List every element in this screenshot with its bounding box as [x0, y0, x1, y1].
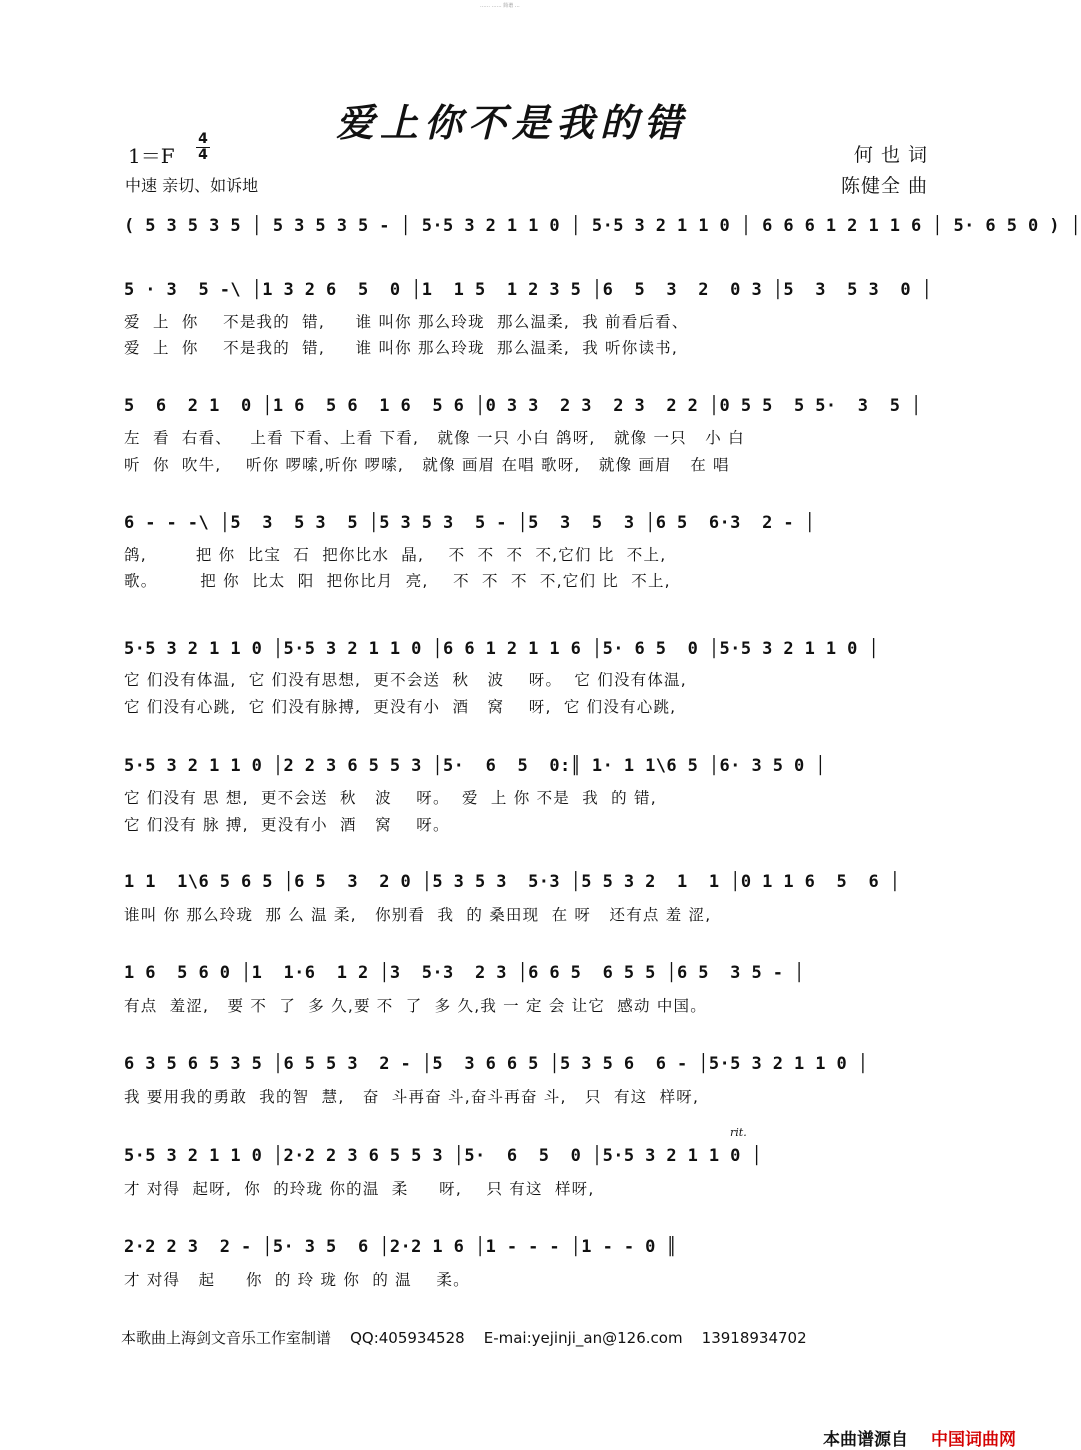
tempo-marking: 中速 亲切、如诉地	[125, 176, 259, 195]
header-mark: …… …… 简谱 …	[480, 3, 520, 9]
composer-credit: 陈健全 曲	[840, 175, 928, 197]
system-2-lyric-verse-1: 左 看 右看、 上看 下看、上看 下看, 就像 一只 小白 鸽呀, 就像 一只 小 白	[124, 429, 745, 447]
system-9-lyric: 才 对得 起呀, 你 的玲珑 你的温 柔 呀, 只 有这 样呀,	[124, 1180, 595, 1198]
source-label: 本曲谱源自	[823, 1430, 908, 1450]
footer-qq: QQ:405934528	[350, 1329, 465, 1347]
intro-notes: ( 5 3 5 3 5 │ 5 3 5 3 5 - │ 5·5 3 2 1 1 0 │ 5·5 3 2 1 1 0 │ 6 6 6 1 2 1 1 6 │ 5· 6 5 0 ) │	[124, 216, 1081, 236]
system-5-notes: 5·5 3 2 1 1 0 │2 2 3 6 5 5 3 │5· 6 5 0:║ 1· 1 1\6 5 │6· 3 5 0 │	[124, 756, 826, 776]
footer-phone: 13918934702	[701, 1329, 807, 1347]
system-3-notes: 6 - - -\ │5 3 5 3 5 │5 3 5 3 5 - │5 3 5 3 │6 5 6·3 2 - │	[124, 513, 816, 533]
system-1-lyric-verse-1: 爱 上 你 不是我的 错, 谁 叫你 那么玲珑 那么温柔, 我 前看后看、	[124, 313, 689, 331]
system-10-notes: 2·2 2 3 2 - │5· 3 5 6 │2·2 1 6 │1 - - - │1 - - 0 ║	[124, 1237, 678, 1257]
meter-numerator: 4	[196, 132, 210, 148]
song-title: 爱上你不是我的错	[335, 100, 688, 145]
system-1-notes: 5 · 3 5 -\ │1 3 2 6 5 0 │1 1 5 1 2 3 5 │6 5 3 2 0 3 │5 3 5 3 0 │	[124, 280, 933, 300]
system-4-lyric-verse-2: 它 们没有心跳, 它 们没有脉搏, 更没有小 酒 窝 呀, 它 们没有心跳,	[124, 698, 677, 716]
system-7-notes: 1 6 5 6 0 │1 1·6 1 2 │3 5·3 2 3 │6 6 5 6 5 5 │6 5 3 5 - │	[124, 963, 805, 983]
system-10-lyric: 才 对得 起 你 的 玲 珑 你 的 温 柔。	[124, 1271, 470, 1289]
system-2-lyric-verse-2: 听 你 吹牛, 听你 啰嗦,听你 啰嗦, 就像 画眉 在唱 歌呀, 就像 画眉 在 唱	[124, 456, 730, 474]
system-3-lyric-verse-1: 鸽, 把 你 比宝 石 把你比水 晶, 不 不 不 不,它们 比 不上,	[124, 546, 667, 564]
system-4-lyric-verse-1: 它 们没有体温, 它 们没有思想, 更不会送 秋 波 呀。 它 们没有体温,	[124, 671, 687, 689]
system-3-lyric-verse-2: 歌。 把 你 比太 阳 把你比月 亮, 不 不 不 不,它们 比 不上,	[124, 572, 671, 590]
key-signature: 1＝F	[128, 144, 175, 168]
site-link[interactable]: 中国词曲网	[931, 1430, 1016, 1450]
time-signature	[196, 132, 210, 163]
system-5-lyric-verse-2: 它 们没有 脉 搏, 更没有小 酒 窝 呀。	[124, 816, 450, 834]
system-1-lyric-verse-2: 爱 上 你 不是我的 错, 谁 叫你 那么玲珑 那么温柔, 我 听你读书,	[124, 339, 678, 357]
footer-email: E-mai:yejinji_an@126.com	[483, 1329, 683, 1347]
system-6-lyric: 谁叫 你 那么玲珑 那 么 温 柔, 你别看 我 的 桑田现 在 呀 还有点 羞 涩,	[124, 906, 712, 924]
footer-studio: 本歌曲上海剑文音乐工作室制谱	[121, 1329, 332, 1347]
ritardando-mark: rit.	[730, 1126, 747, 1139]
system-4-notes: 5·5 3 2 1 1 0 │5·5 3 2 1 1 0 │6 6 1 2 1 1 6 │5· 6 5 0 │5·5 3 2 1 1 0 │	[124, 639, 880, 659]
footer-credits	[121, 1327, 807, 1348]
system-8-lyric: 我 要用我的勇敢 我的智 慧, 奋 斗再奋 斗,奋斗再奋 斗, 只 有这 样呀,	[124, 1088, 700, 1106]
system-2-notes: 5 6 2 1 0 │1 6 5 6 1 6 5 6 │0 3 3 2 3 2 3 2 2 │0 5 5 5 5· 3 5 │	[124, 396, 922, 416]
meter-denominator: 4	[198, 147, 208, 163]
system-9-notes: 5·5 3 2 1 1 0 │2·2 2 3 6 5 5 3 │5· 6 5 0 │5·5 3 2 1 1 0 │	[124, 1146, 763, 1166]
system-6-notes: 1 1 1\6 5 6 5 │6 5 3 2 0 │5 3 5 3 5·3 │5 5 3 2 1 1 │0 1 1 6 5 6 │	[124, 872, 901, 892]
lyricist-credit: 何 也 词	[853, 144, 928, 166]
system-5-lyric-verse-1: 它 们没有 思 想, 更不会送 秋 波 呀。 爱 上 你 不是 我 的 错,	[124, 789, 657, 807]
system-7-lyric: 有点 羞涩, 要 不 了 多 久,要 不 了 多 久,我 一 定 会 让它 感动 中国。	[124, 997, 707, 1015]
system-8-notes: 6 3 5 6 5 3 5 │6 5 5 3 2 - │5 3 6 6 5 │5 3 5 6 6 - │5·5 3 2 1 1 0 │	[124, 1054, 869, 1074]
